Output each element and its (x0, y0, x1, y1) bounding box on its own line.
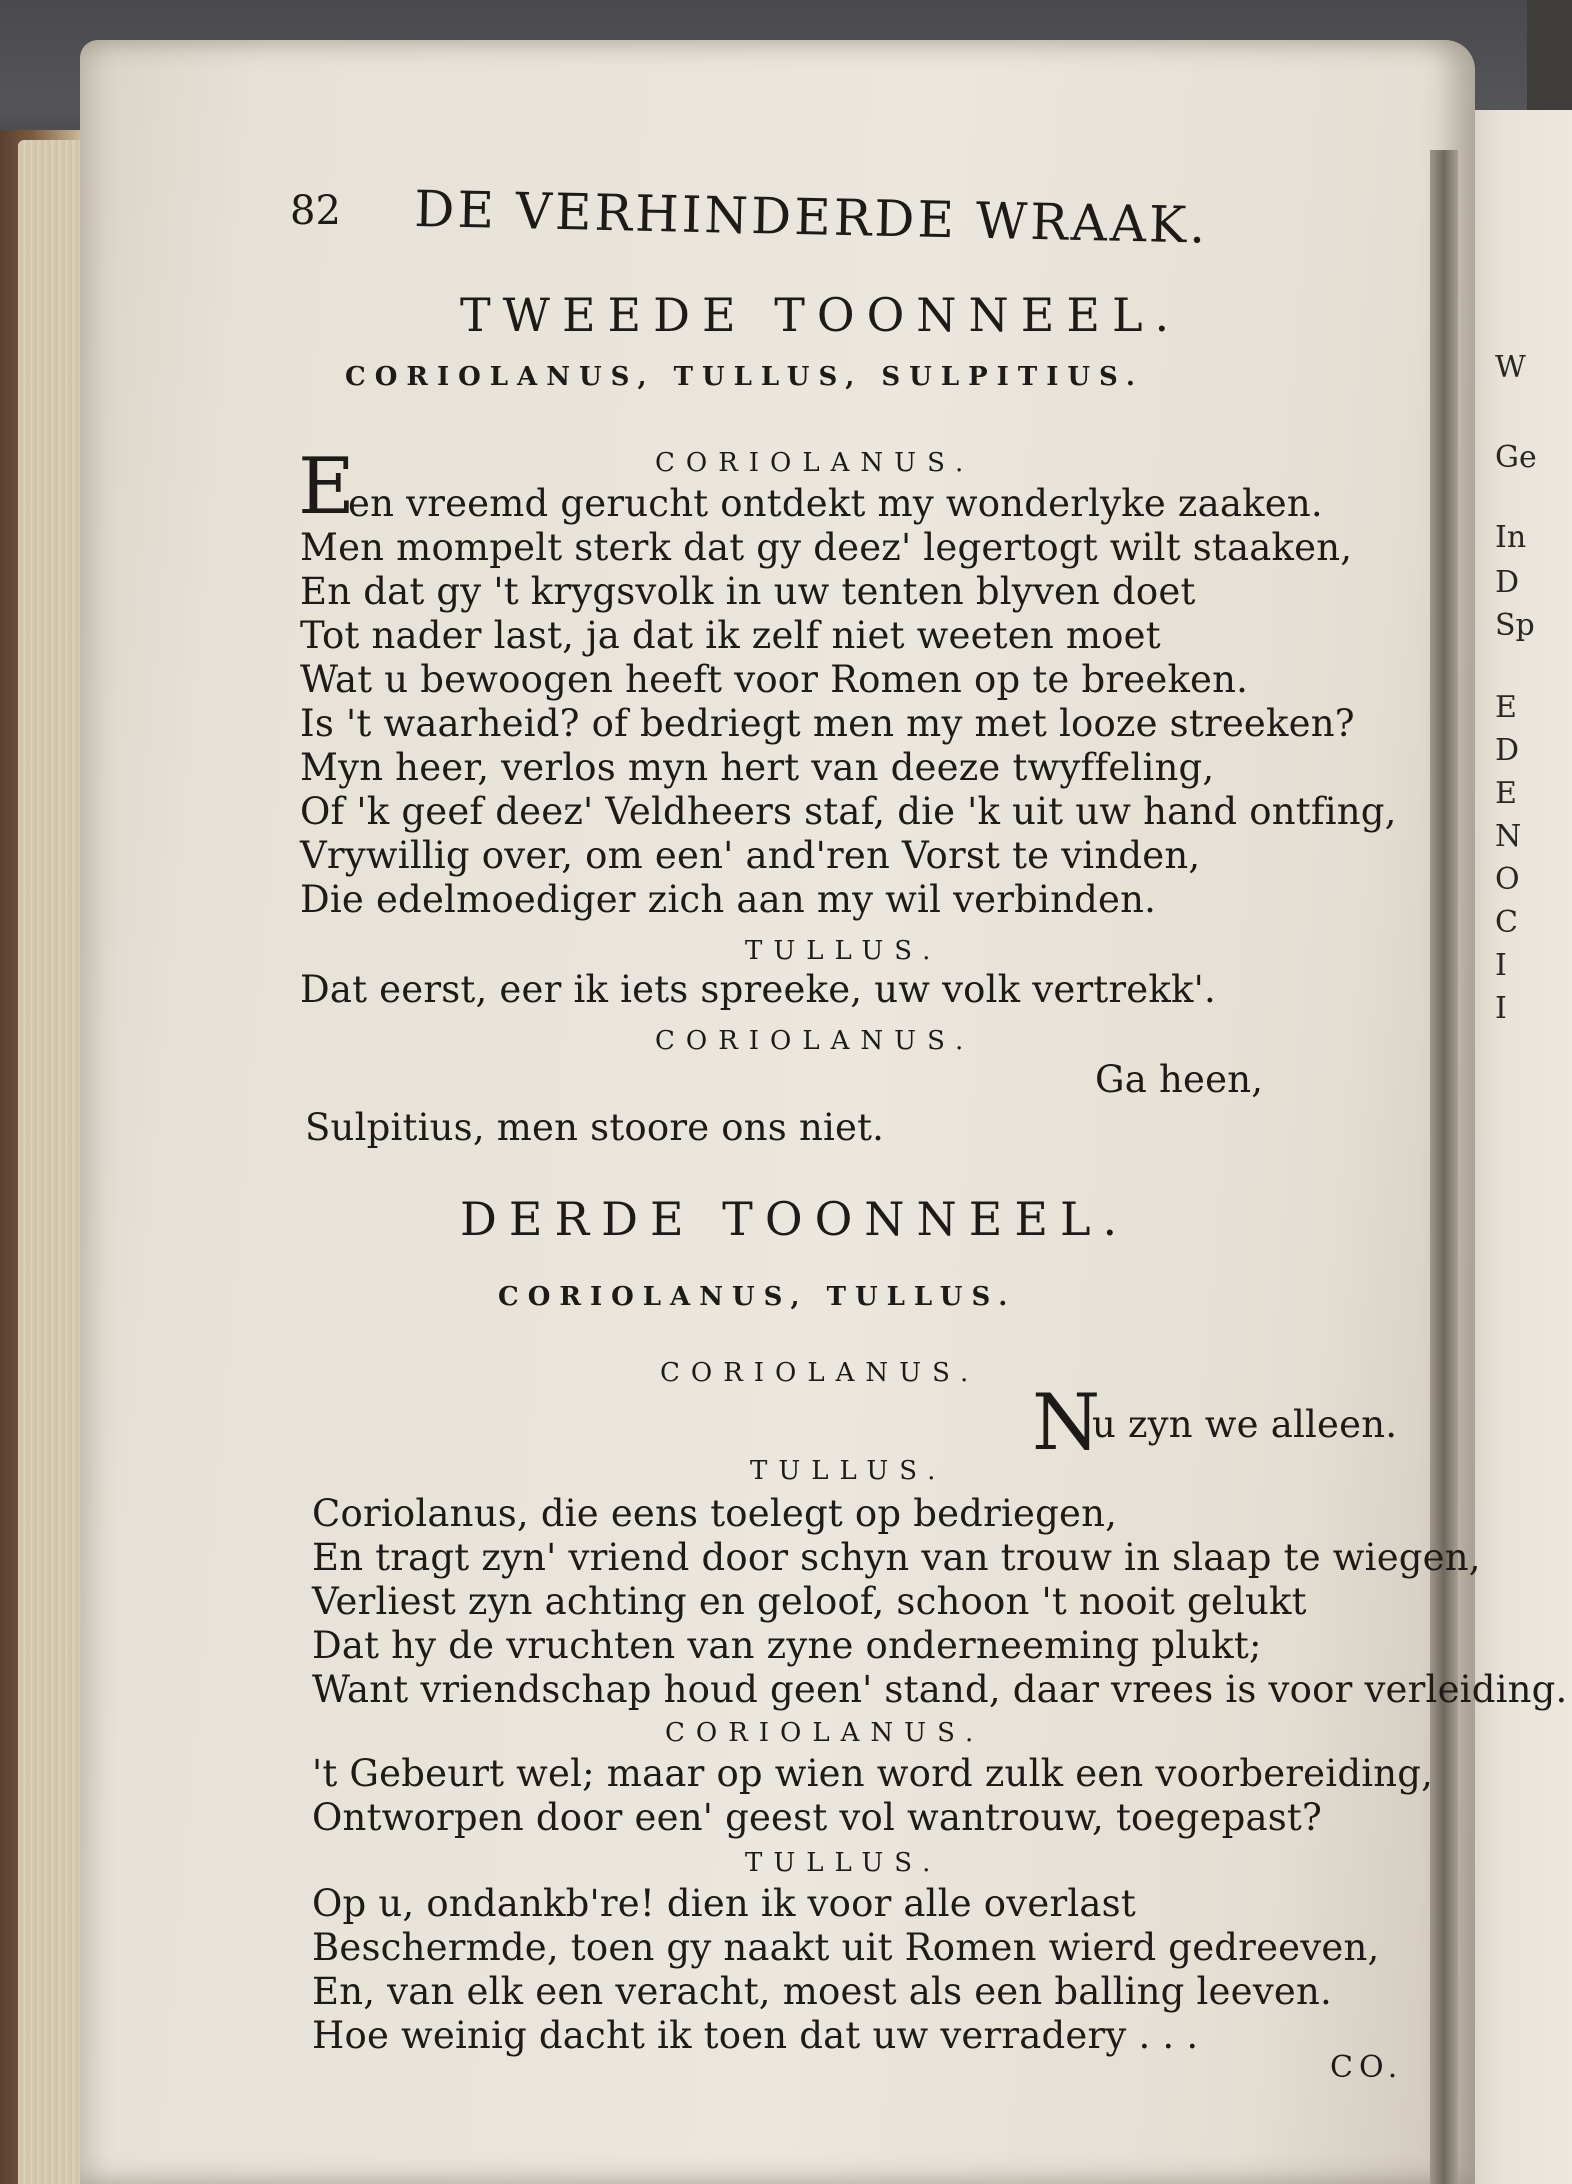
facing-page-fragment: N (1495, 819, 1522, 854)
scene-cast: CORIOLANUS, TULLUS. (498, 1282, 1017, 1312)
verse-line: Dat hy de vruchten van zyne onderneeming plukt; (312, 1624, 1262, 1667)
facing-page-fragment: O (1495, 862, 1520, 897)
facing-page-fragment: Ge (1495, 440, 1537, 475)
verse-line: Beschermde, toen gy naakt uit Romen wierd gedreeven, (312, 1926, 1380, 1969)
verse-line: Tot nader last, ja dat ik zelf niet weeten moet (300, 614, 1161, 657)
verse-line: Sulpitius, men stoore ons niet. (305, 1106, 885, 1149)
verse-line: Die edelmoediger zich aan my wil verbinden. (300, 878, 1157, 921)
speaker-name: TULLUS. (750, 1456, 947, 1486)
verse-line: Op u, ondankb're! dien ik voor alle overlast (312, 1882, 1136, 1925)
verse-line: En tragt zyn' vriend door schyn van trouw in slaap te wiegen, (312, 1536, 1481, 1579)
verse-line: En dat gy 't krygsvolk in uw tenten blyven doet (300, 570, 1196, 613)
drop-cap: N (1032, 1378, 1101, 1468)
verse-line: Ga heen, (1095, 1058, 1264, 1101)
page-number: 82 (290, 188, 341, 234)
scene-title: TWEEDE TOONNEEL. (460, 288, 1182, 342)
facing-page-fragment: C (1495, 905, 1518, 940)
speaker-name: TULLUS. (745, 936, 942, 966)
catchword: CO. (1330, 2050, 1404, 2085)
book-gutter (1430, 150, 1458, 2184)
verse-line: En, van elk een veracht, moest als een balling leeven. (312, 1970, 1332, 2013)
verse-line: Want vriendschap houd geen' stand, daar vrees is voor verleiding. (312, 1668, 1568, 1711)
verse-line: Is 't waarheid? of bedriegt men my met looze streeken? (300, 702, 1355, 745)
verse-line: Coriolanus, die eens toelegt op bedriegen, (312, 1492, 1118, 1535)
verse-line: Verliest zyn achting en geloof, schoon 't nooit gelukt (312, 1580, 1307, 1623)
facing-page-fragment: W (1495, 350, 1526, 385)
scene-title: DERDE TOONNEEL. (460, 1192, 1130, 1246)
speaker-name: TULLUS. (745, 1848, 942, 1878)
facing-page-fragment: E (1495, 776, 1517, 811)
facing-page-fragment: I (1495, 948, 1507, 983)
verse-line: Of 'k geef deez' Veldheers staf, die 'k uit uw hand ontfing, (300, 790, 1397, 833)
speaker-name: CORIOLANUS. (655, 1026, 975, 1056)
facing-page-fragment: I (1495, 991, 1507, 1026)
verse-line: u zyn we alleen. (1092, 1403, 1398, 1446)
speaker-name: CORIOLANUS. (655, 448, 975, 478)
verse-line: en vreemd gerucht ontdekt my wonderlyke zaaken. (348, 482, 1323, 525)
speaker-name: CORIOLANUS. (660, 1358, 980, 1388)
verse-line: Vrywillig over, om een' and'ren Vorst te vinden, (300, 834, 1201, 877)
verse-line: Ontworpen door een' geest vol wantrouw, toegepast? (312, 1796, 1323, 1839)
facing-page-fragment: D (1495, 733, 1520, 768)
verse-line: Wat u bewoogen heeft voor Romen op te breeken. (300, 658, 1249, 701)
verse-line: Myn heer, verlos myn hert van deeze twyffeling, (300, 746, 1215, 789)
verse-line: Men mompelt sterk dat gy deez' legertogt wilt staaken, (300, 526, 1353, 569)
facing-page-fragment: E (1495, 690, 1517, 725)
drop-cap: E (298, 442, 355, 532)
facing-page-fragment: Sp (1495, 608, 1535, 643)
facing-page-fragment: D (1495, 565, 1520, 600)
facing-page-fragment: In (1495, 520, 1527, 555)
running-head: DE VERHINDERDE WRAAK. (413, 180, 1209, 255)
verse-line: Dat eerst, eer ik iets spreeke, uw volk vertrekk'. (300, 968, 1216, 1011)
verse-line: 't Gebeurt wel; maar op wien word zulk een voorbereiding, (312, 1752, 1434, 1795)
scene-cast: CORIOLANUS, TULLUS, SULPITIUS. (345, 362, 1144, 392)
verse-line: Hoe weinig dacht ik toen dat uw verradery . . . (312, 2014, 1199, 2057)
speaker-name: CORIOLANUS. (665, 1718, 985, 1748)
